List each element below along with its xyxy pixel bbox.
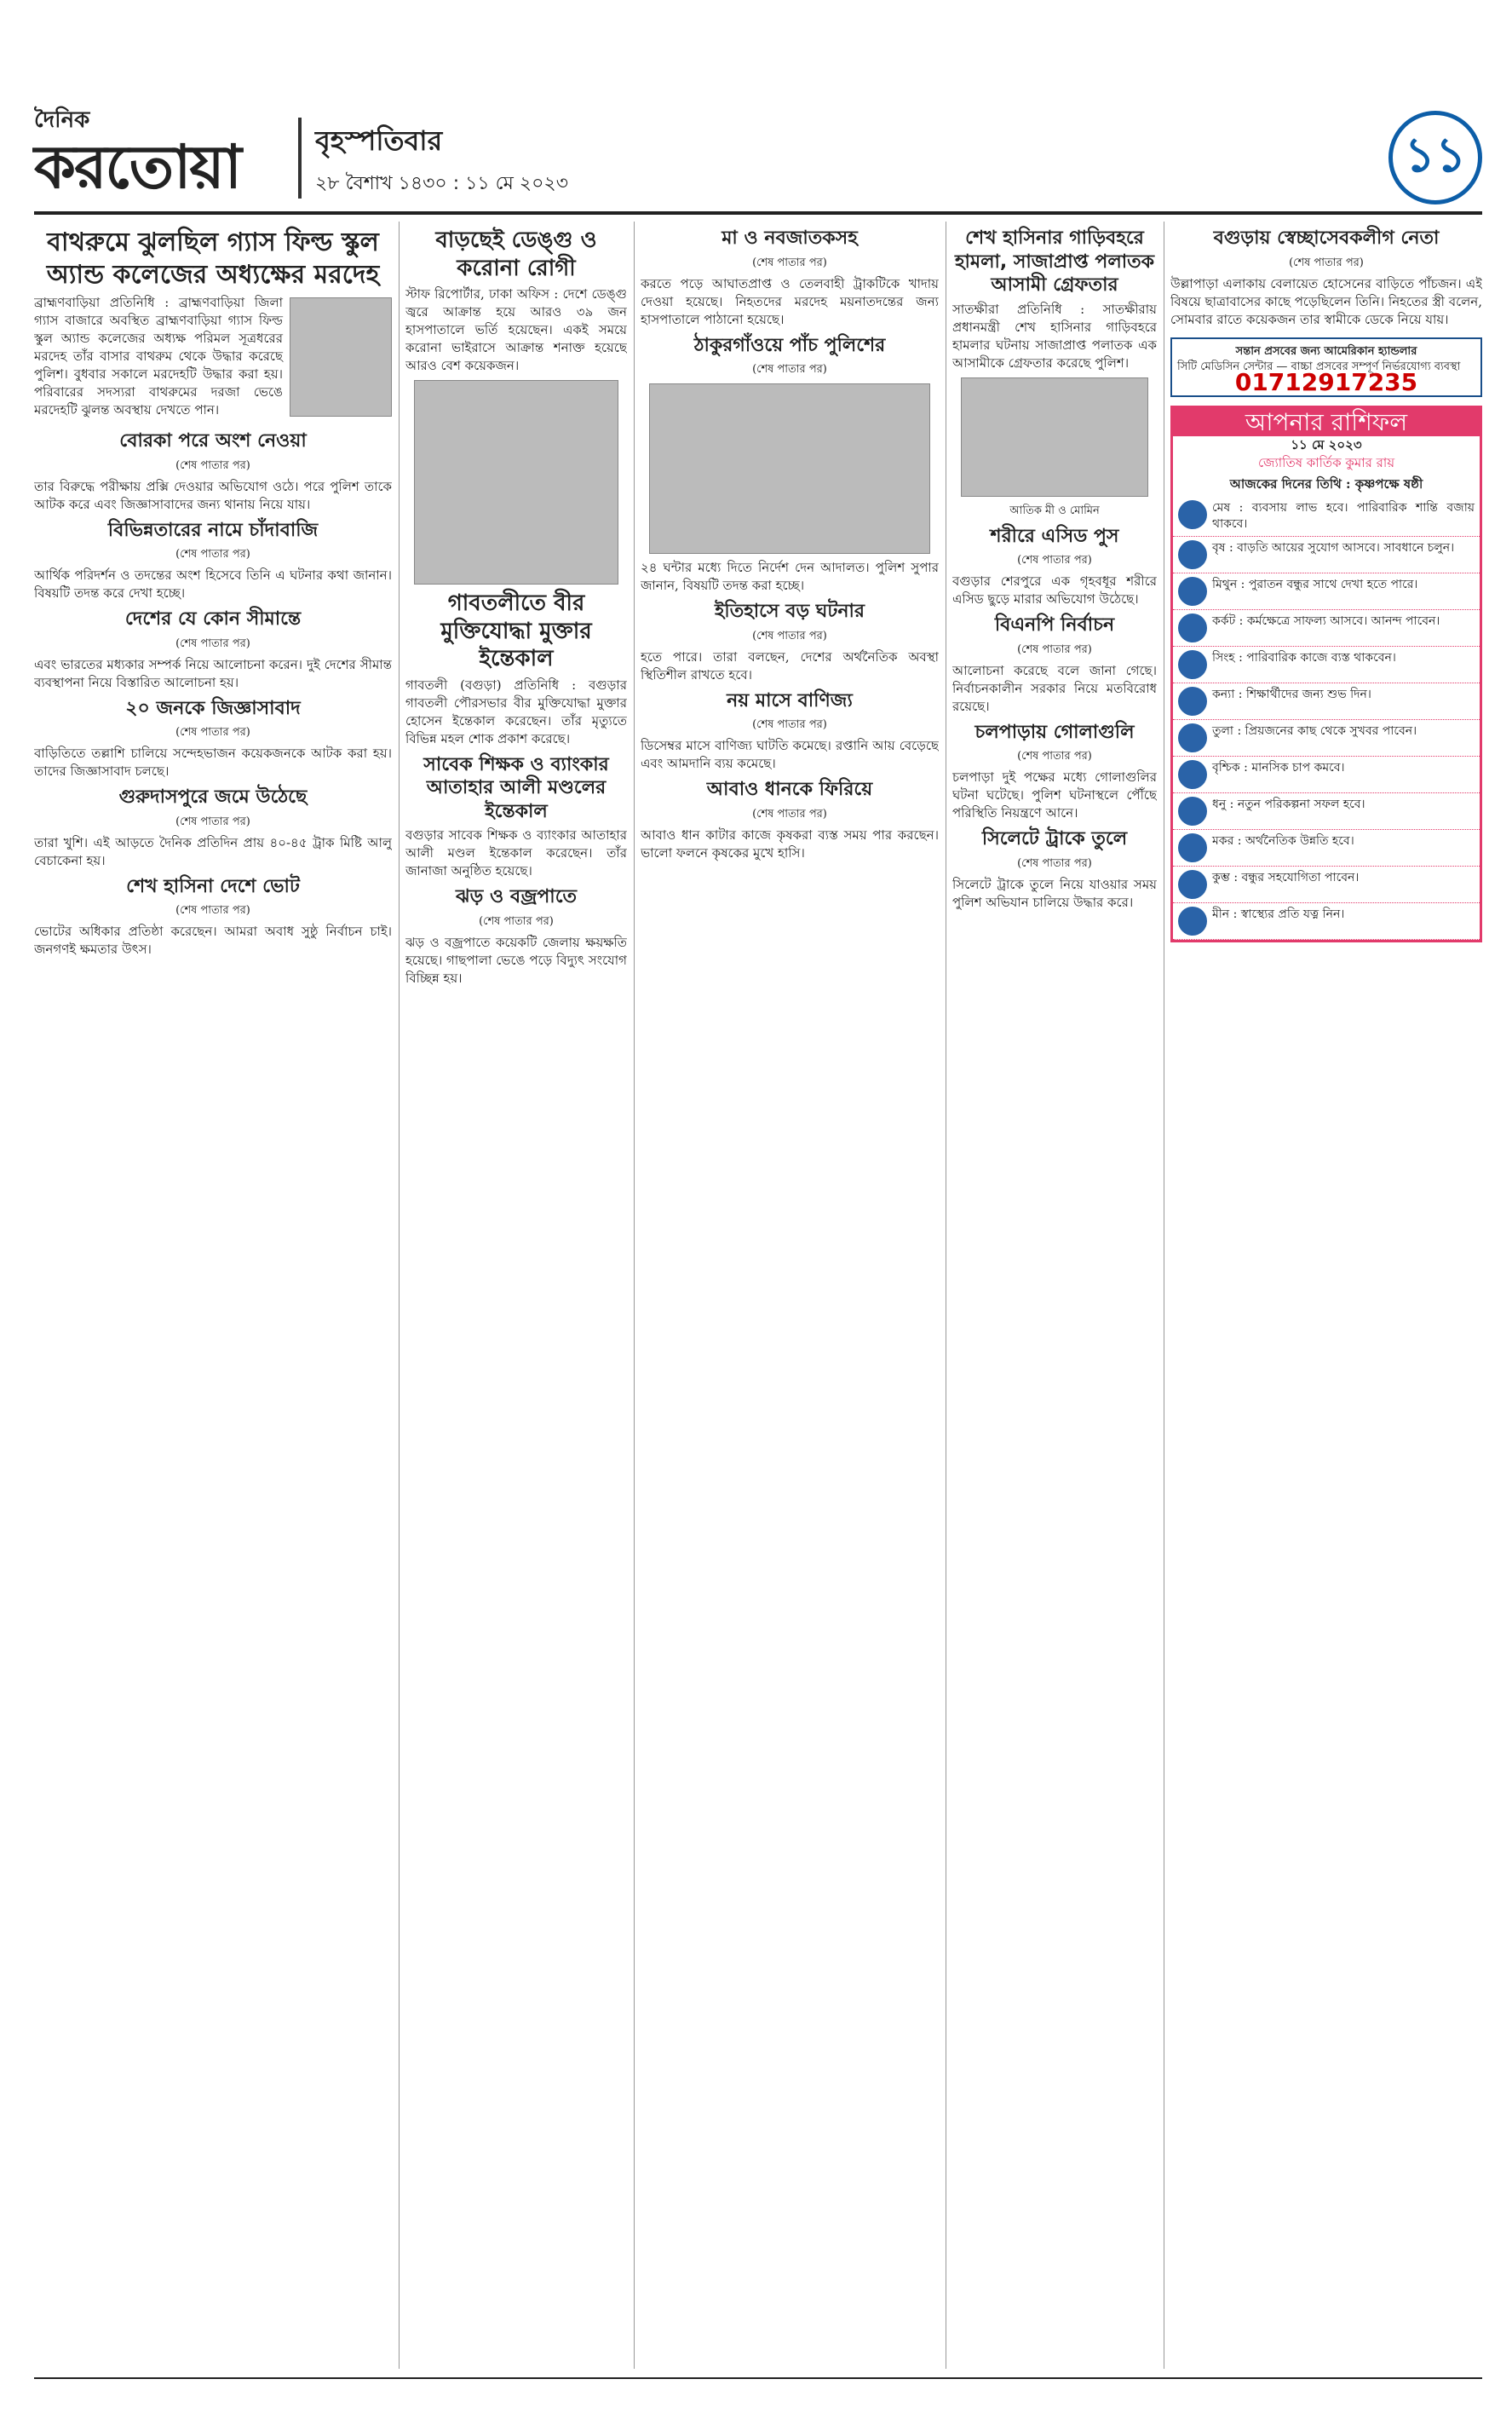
- horoscope-item: [1173, 683, 1480, 720]
- horoscope-item: [1173, 497, 1480, 537]
- continued-note: (শেষ পাতার পর): [175, 637, 250, 650]
- advertisement[interactable]: [1170, 337, 1482, 397]
- horoscope-item: [1173, 537, 1480, 573]
- headline-paddy[interactable]: আবাও ধানকে ফিরিয়ে: [706, 779, 873, 800]
- article-body: আলোচনা করেছে বলে জানা গেছে। নির্বাচনকালীন সরকার নিয়ে মতবিরোধ রয়েছে।: [952, 662, 1157, 714]
- masthead-rule: [34, 211, 1482, 215]
- horoscope-text: কন্যা : শিক্ষার্থীদের জন্য শুভ দিন।: [1212, 687, 1371, 701]
- column-5: [1170, 222, 1482, 2369]
- zodiac-icon: [1178, 614, 1207, 642]
- newspaper-logo[interactable]: করতোয়া: [34, 132, 240, 202]
- horoscope-text: মেষ : ব্যবসায় লাভ হবে। পারিবারিক শান্তি বজায় থাকবে।: [1212, 500, 1475, 531]
- article-body: হতে পারে। তারা বলছেন, দেশের অর্থনৈতিক অবস্থা স্থিতিশীল রাখতে হবে।: [641, 648, 939, 683]
- horoscope-box: [1170, 406, 1482, 942]
- article-body: তারা খুশি। এই আড়তে দৈনিক প্রতিদিন প্রায় ৪০-৪৫ ট্রাক মিষ্টি আলু বেচাকেনা হয়।: [34, 834, 392, 868]
- column-3: [641, 222, 939, 2369]
- horoscope-item: [1173, 903, 1480, 940]
- continued-note: (শেষ পাতার পর): [752, 363, 827, 376]
- horoscope-list: [1173, 497, 1480, 940]
- continued-note: (শেষ পাতার পর): [752, 807, 827, 821]
- article-body: ব্রাহ্মণবাড়িয়া প্রতিনিধি : ব্রাহ্মণবাড়িয়া জিলা গ্যাস বাজারে অবস্থিত ব্রাহ্মণবাড়িয়া গ্যাস ফিল্ড স্কুল অ্যান্ড কলেজের অধ্যক্ষ পরিমল সূত্রধরের মরদেহ তাঁর বাসার বাথরুম থেকে উদ্ধার করেছে পুলিশ। বুধবার সকালে মরদেহটি উদ্ধার করা হয়। পরিবারের সদস্যরা বাথরুমের দরজা ভেঙে মরদেহটি ঝুলন্ত অবস্থায় দেখতে পান।: [34, 295, 283, 418]
- horoscope-text: কুম্ভ : বন্ধুর সহযোগিতা পাবেন।: [1212, 870, 1360, 884]
- horoscope-item: [1173, 647, 1480, 683]
- headline-bnp-election[interactable]: বিএনপি নির্বাচন: [994, 614, 1115, 636]
- zodiac-icon: [1178, 577, 1207, 606]
- horoscope-text: তুলা : প্রিয়জনের কাছ থেকে সুখবর পাবেন।: [1212, 723, 1417, 738]
- continued-note: (শেষ পাতার পর): [1017, 554, 1092, 567]
- headline-storm[interactable]: ঝড় ও বজ্রপাতে: [455, 886, 578, 907]
- accused-photo: [961, 377, 1148, 497]
- continued-note: (শেষ পাতার পর): [1017, 642, 1092, 656]
- horoscope-text: ধনু : নতুন পরিকল্পনা সফল হবে।: [1212, 797, 1365, 811]
- article-body: ২৪ ঘন্টার মধ্যে দিতে নির্দেশ দেন আদালত। পুলিশ সুপার জানান, বিষয়টি তদন্ত করা হচ্ছে।: [641, 560, 939, 593]
- continued-note: (শেষ পাতার পর): [175, 726, 250, 739]
- headline-border[interactable]: দেশের যে কোন সীমান্তে: [124, 608, 302, 630]
- freedom-fighter-photo: [414, 380, 618, 585]
- continued-note: (শেষ পাতার পর): [175, 548, 250, 561]
- article-body: ঝড় ও বজ্রপাতে কয়েকটি জেলায় ক্ষয়ক্ষতি হয়েছে। গাছপালা ভেঙে পড়ে বিদ্যুৎ সংযোগ বিচ্ছিন্ন হয়।: [405, 934, 627, 986]
- page-number: ১১: [1388, 111, 1482, 205]
- article-body: গাবতলী (বগুড়া) প্রতিনিধি : বগুড়ার গাবতলী পৌরসভার বীর মুক্তিযোদ্ধা মুক্তার হোসেন ইন্তেকাল করেছেন। তাঁর মৃত্যুতে বিভিন্ন মহল শোক প্রকাশ করেছে।: [405, 677, 627, 746]
- headline-extortion[interactable]: বিভিন্নতারের নামে চাঁদাবাজি: [107, 519, 319, 541]
- horoscope-date: ১১ মে ২০২৩: [1291, 436, 1362, 452]
- horoscope-item: [1173, 610, 1480, 647]
- continued-note: (শেষ পাতার পর): [175, 815, 250, 828]
- headline-sylhet-truck[interactable]: সিলেটে ট্রাকে তুলে: [981, 828, 1128, 850]
- zodiac-icon: [1178, 723, 1207, 752]
- horoscope-text: সিংহ : পারিবারিক কাজে ব্যস্ত থাকবেন।: [1212, 650, 1396, 665]
- headline-gurudaspur[interactable]: গুরুদাসপুরে জমে উঠেছে: [118, 786, 308, 808]
- photo-caption: আতিক মী ও মোমিন: [1009, 504, 1100, 517]
- article-body: বগুড়ার শেরপুরে এক গৃহবধূর শরীরে এসিড ছুড়ে মারার অভিযোগ উঠেছে।: [952, 573, 1157, 607]
- article-body: আবাও ধান কাটার কাজে কৃষকরা ব্যস্ত সময় পার করছেন। ভালো ফলনে কৃষকের মুখে হাসি।: [641, 827, 939, 861]
- article-body: ডিসেম্বর মাসে বাণিজ্য ঘাটতি কমেছে। রপ্তানি আয় বেড়েছে এবং আমদানি ব্যয় কমেছে।: [641, 738, 939, 771]
- headline-dengue[interactable]: বাড়ছেই ডেঙ্গু ও করোনা রোগী: [435, 228, 597, 281]
- headline-mother-newborn[interactable]: মা ও নবজাতকসহ: [722, 228, 858, 249]
- horoscope-text: মকর : অর্থনৈতিক উন্নতি হবে।: [1212, 833, 1354, 848]
- column-divider: [634, 222, 635, 2369]
- article-body: উল্লাপাড়া এলাকায় বেলায়েত হোসেনের বাড়িতে পাঁচজন। এই বিষয়ে ছাত্রাবাসের কাছে পড়েছিলেন তিনি। নিহতের স্ত্রী বলেন, সোমবার রাতে কয়েকজন তার স্বামীকে ডেকে নিয়ে যায়।: [1170, 275, 1482, 327]
- issue-date: ২৮ বৈশাখ ১৪৩০ : ১১ মে ২০২৩: [315, 173, 569, 194]
- headline-freedom-fighter[interactable]: গাবতলীতে বীর মুক্তিযোদ্ধা মুক্তার ইন্তেকাল: [440, 590, 592, 671]
- article-body: সিলেটে ট্রাকে তুলে নিয়ে যাওয়ার সময় পুলিশ অভিযান চালিয়ে উদ্ধার করে।: [952, 876, 1157, 910]
- article-body: চলপাড়া দুই পক্ষের মধ্যে গোলাগুলির ঘটনা ঘটেছে। পুলিশ ঘটনাস্থলে পৌঁছে পরিস্থিতি নিয়ন্ত্রণে আনে।: [952, 769, 1157, 821]
- continued-note: (শেষ পাতার পর): [175, 904, 250, 917]
- headline-sheikh-hasina-vote[interactable]: শেখ হাসিনা দেশে ভোট: [126, 875, 300, 897]
- horoscope-text: মিথুন : পুরাতন বন্ধুর সাথে দেখা হতে পারে।: [1212, 577, 1418, 591]
- horoscope-text: মীন : স্বাস্থ্যের প্রতি যত্ন নিন।: [1212, 907, 1345, 921]
- continued-note: (শেষ পাতার পর): [752, 718, 827, 731]
- logo-small: দৈনিক: [34, 107, 90, 133]
- horoscope-text: বৃশ্চিক : মানসিক চাপ কমবে।: [1212, 760, 1345, 775]
- article-body: বাড়িতিতে তল্লাশি চালিয়ে সন্দেহভাজন কয়েকজনকে আটক করা হয়। তাদের জিজ্ঞাসাবাদ চলছে।: [34, 746, 392, 779]
- headline-teacher-death[interactable]: সাবেক শিক্ষক ও ব্যাংকার আতাহার আলী মণ্ডলের ইন্তেকাল: [423, 753, 609, 822]
- zodiac-icon: [1178, 833, 1207, 862]
- zodiac-icon: [1178, 870, 1207, 899]
- horoscope-item: [1173, 720, 1480, 757]
- article-body: ভোটের অধিকার প্রতিষ্ঠা করেছেন। আমরা অবাধ সুষ্ঠু নির্বাচন চাই। জনগণই ক্ষমতার উৎস।: [34, 924, 392, 957]
- headline-volunteer-leader[interactable]: বগুড়ায় স্বেচ্ছাসেবকলীগ নেতা: [1213, 228, 1440, 249]
- headline-borka[interactable]: বোরকা পরে অংশ নেওয়া: [119, 430, 307, 452]
- continued-note: (শেষ পাতার পর): [175, 458, 250, 472]
- horoscope-text: কর্কট : কর্মক্ষেত্রে সাফল্য আসবে। আনন্দ পাবেন।: [1212, 614, 1440, 628]
- headline-thakurgaon-police[interactable]: ঠাকুরগাঁওয়ে পাঁচ পুলিশের: [693, 334, 886, 356]
- headline-acid[interactable]: শরীরে এসিড পুস: [990, 525, 1119, 547]
- headline-interrogation[interactable]: ২০ জনকে জিজ্ঞাসাবাদ: [125, 697, 301, 719]
- headline-trade[interactable]: নয় মাসে বাণিজ্য: [727, 689, 853, 711]
- masthead-divider: [298, 118, 302, 199]
- article-body: এবং ভারতের মধ্যকার সম্পর্ক নিয়ে আলোচনা করেন। দুই দেশের সীমান্ত ব্যবস্থাপনা নিয়ে বিস্তারিত আলোচনা হয়।: [34, 656, 392, 690]
- headline-motorcade-attack[interactable]: শেখ হাসিনার গাড়িবহরে হামলা, সাজাপ্রাপ্ত পলাতক আসামী গ্রেফতার: [954, 228, 1155, 296]
- injury-photo: [649, 383, 930, 554]
- ad-phone[interactable]: 01712917235: [1234, 367, 1418, 396]
- continued-note: (শেষ পাতার পর): [479, 914, 554, 928]
- continued-note: (শেষ পাতার পর): [1289, 256, 1364, 269]
- footer-rule: [34, 2377, 1482, 2379]
- headline-history[interactable]: ইতিহাসে বড় ঘটনার: [714, 601, 865, 622]
- horoscope-title: আপনার রাশিফল: [1173, 408, 1480, 436]
- day-name: বৃহস্পতিবার: [315, 124, 443, 157]
- zodiac-icon: [1178, 687, 1207, 716]
- column-4: [952, 222, 1157, 2369]
- article-body: করতে পড়ে আঘাতপ্রাপ্ত ও তেলবাহী ট্রাকটিকে খাদায় দেওয়া হয়েছে। নিহতদের মরদেহ ময়নাতদন্তের জন্য হাসপাতালে পাঠানো হয়েছে।: [641, 275, 939, 327]
- article-body: স্টাফ রিপোর্টার, ঢাকা অফিস : দেশে ডেঙ্গু জ্বরে আক্রান্ত হয়ে আরও ৩৯ জন হাসপাতালে ভর্তি হয়েছেন। একই সময়ে করোনা ভাইরাসে আক্রান্ত শনাক্ত হয়েছে আরও বেশ কয়েকজন।: [405, 286, 627, 373]
- continued-note: (শেষ পাতার পর): [752, 256, 827, 269]
- horoscope-text: বৃষ : বাড়তি আয়ের সুযোগ আসবে। সাবধানে চলুন।: [1212, 540, 1455, 555]
- horoscope-item: [1173, 757, 1480, 793]
- horoscope-item: [1173, 867, 1480, 903]
- masthead: [34, 102, 1482, 209]
- principal-photo: [290, 297, 392, 417]
- article-body: তার বিরুদ্ধে পরীক্ষায় প্রক্সি দেওয়ার অভিযোগ ওঠে। পরে পুলিশ তাকে আটক করে এবং জিজ্ঞাসাবাদের জন্য থানায় নিয়ে যায়।: [34, 478, 392, 512]
- ad-text: সিটি মেডিসিন সেন্টার — বাচ্চা প্রসবের সম্পূর্ণ নির্ভরযোগ্য ব্যবস্থা: [1177, 360, 1461, 373]
- article-body: সাতক্ষীরা প্রতিনিধি : সাতক্ষীরায় প্রধানমন্ত্রী শেখ হাসিনার গাড়িবহরে হামলার ঘটনায় সাজাপ্রাপ্ত পলাতক এক আসামীকে গ্রেফতার করেছে পুলিশ।: [952, 301, 1157, 371]
- horoscope-day: আজকের দিনের তিথি : কৃষ্ণপক্ষে ষষ্ঠী: [1229, 475, 1423, 492]
- article-body: আর্থিক পরিদর্শন ও তদন্তের অংশ হিসেবে তিনি এ ঘটনার কথা জানান। বিষয়টি তদন্ত করে দেখা হচ্ছে।: [34, 567, 392, 601]
- zodiac-icon: [1178, 760, 1207, 789]
- horoscope-item: [1173, 573, 1480, 610]
- zodiac-icon: [1178, 797, 1207, 826]
- column-1: [34, 222, 392, 2369]
- ad-title: সন্তান প্রসবের জন্য আমেরিকান হ্যান্ডলার: [1235, 344, 1417, 358]
- horoscope-item: [1173, 793, 1480, 830]
- zodiac-icon: [1178, 540, 1207, 569]
- zodiac-icon: [1178, 650, 1207, 679]
- headline-gunfight[interactable]: চলপাড়ায় গোলাগুলি: [974, 721, 1135, 743]
- continued-note: (শেষ পাতার পর): [1017, 750, 1092, 763]
- zodiac-icon: [1178, 907, 1207, 936]
- horoscope-author: জ্যোতিষ কার্তিক কুমার রায়: [1257, 454, 1395, 470]
- continued-note: (শেষ পাতার পর): [752, 629, 827, 642]
- horoscope-item: [1173, 830, 1480, 867]
- zodiac-icon: [1178, 500, 1207, 529]
- continued-note: (শেষ পাতার পর): [1017, 856, 1092, 870]
- article-body: বগুড়ার সাবেক শিক্ষক ও ব্যাংকার আতাহার আলী মণ্ডল ইন্তেকাল করেছেন। তাঁর জানাজা অনুষ্ঠিত হয়েছে।: [405, 827, 627, 879]
- column-divider: [399, 222, 400, 2369]
- headline-principal-death[interactable]: বাথরুমে ঝুলছিল গ্যাস ফিল্ড স্কুল অ্যান্ড কলেজের অধ্যক্ষের মরদেহ: [46, 228, 380, 290]
- column-2: [405, 222, 627, 2369]
